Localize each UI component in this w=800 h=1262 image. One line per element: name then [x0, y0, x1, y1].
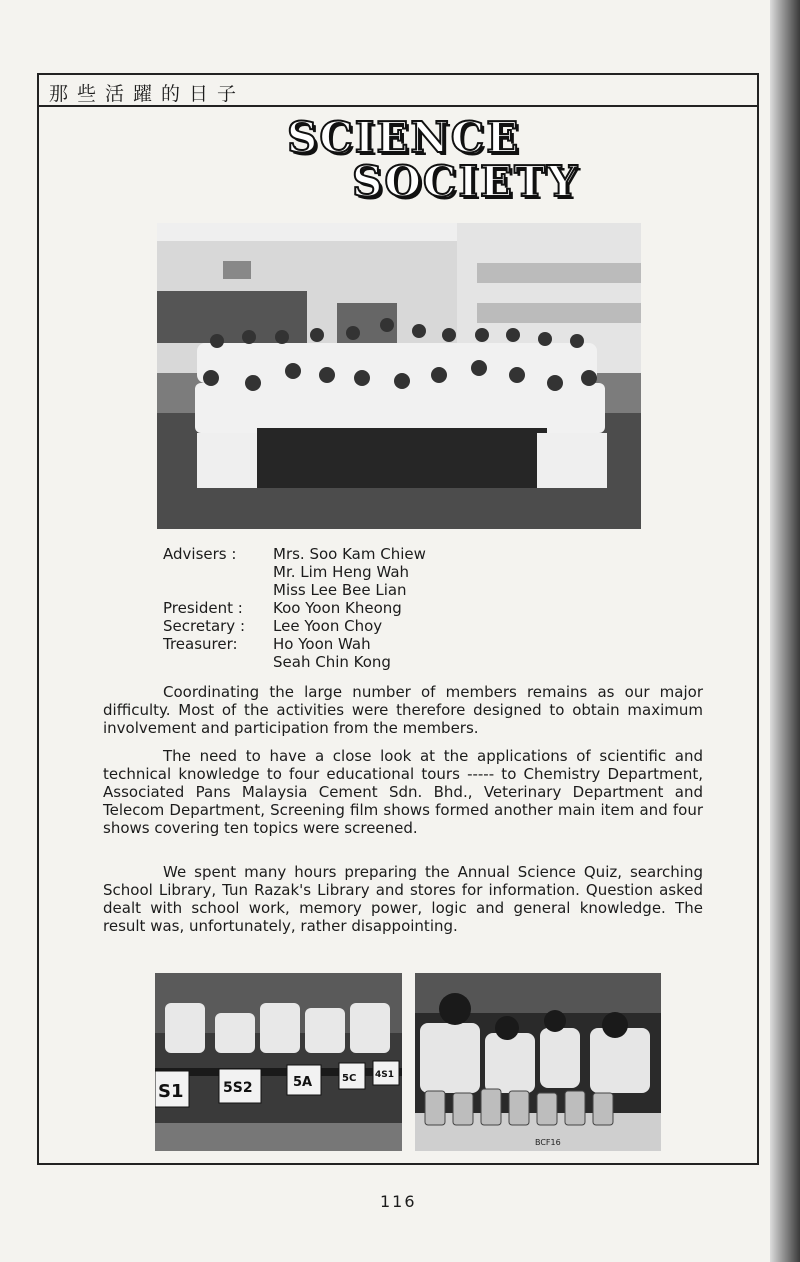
body-paragraph: We spent many hours preparing the Annual Science Quiz, searching School Library, Tun Razak's Library and stores for information. Question asked dealt with school work, memory power, logic and general knowledge. The result was, unfortunately, rather disappointing.	[103, 863, 703, 935]
officer-row-secretary	[163, 617, 426, 635]
body-paragraph: The need to have a close look at the applications of scientific and technical knowledge to four educational tours ----- to Chemistry Department, Associated Pans Malaysia Cement Sdn. Bhd., Veterinary Department and Telecom Department, Screening film shows formed another main item and four shows covering ten topics were screened.	[103, 747, 703, 837]
page-frame	[37, 73, 759, 1165]
officer-name: Lee Yoon Choy	[273, 617, 383, 635]
officer-role: President :	[163, 599, 243, 617]
officer-name: Mr. Lim Heng Wah	[273, 563, 410, 581]
page-edge	[770, 0, 800, 1262]
sign-label: 5A	[293, 1075, 313, 1090]
group-photo	[157, 223, 641, 529]
officer-role: Advisers :	[163, 545, 237, 563]
page-title-line2: SOCIETY	[352, 157, 580, 206]
officer-role: Secretary :	[163, 617, 246, 635]
officers-list	[163, 545, 426, 671]
sign-label: 4S1	[375, 1070, 395, 1080]
officer-row-president	[163, 599, 426, 617]
page-title-line1: SCIENCE	[287, 113, 521, 162]
officer-name: Ho Yoon Wah	[273, 635, 371, 653]
lab-photo	[415, 973, 661, 1151]
body-paragraph: Coordinating the large number of members remains as our major difficulty. Most of the activities were therefore designed to obtain maximum involvement and participation from the members.	[103, 683, 703, 737]
officer-name: Koo Yoon Kheong	[273, 599, 402, 617]
sign-label: S1	[158, 1081, 184, 1102]
page-number: 116	[380, 1192, 417, 1211]
officer-name: Miss Lee Bee Lian	[273, 581, 407, 599]
officer-row-treasurer	[163, 635, 426, 671]
header-bar	[39, 75, 757, 107]
sign-label: 5S2	[223, 1080, 253, 1096]
officer-name: Mrs. Soo Kam Chiew	[273, 545, 426, 563]
officer-name: Seah Chin Kong	[273, 653, 391, 671]
officer-row-advisers	[163, 545, 426, 599]
photo-label: BCF16	[535, 1138, 561, 1147]
sign-label: 5C	[342, 1073, 357, 1084]
quiz-photo	[155, 973, 402, 1151]
section-header: 那些活躍的日子	[49, 83, 246, 105]
officer-role: Treasurer:	[163, 635, 238, 653]
